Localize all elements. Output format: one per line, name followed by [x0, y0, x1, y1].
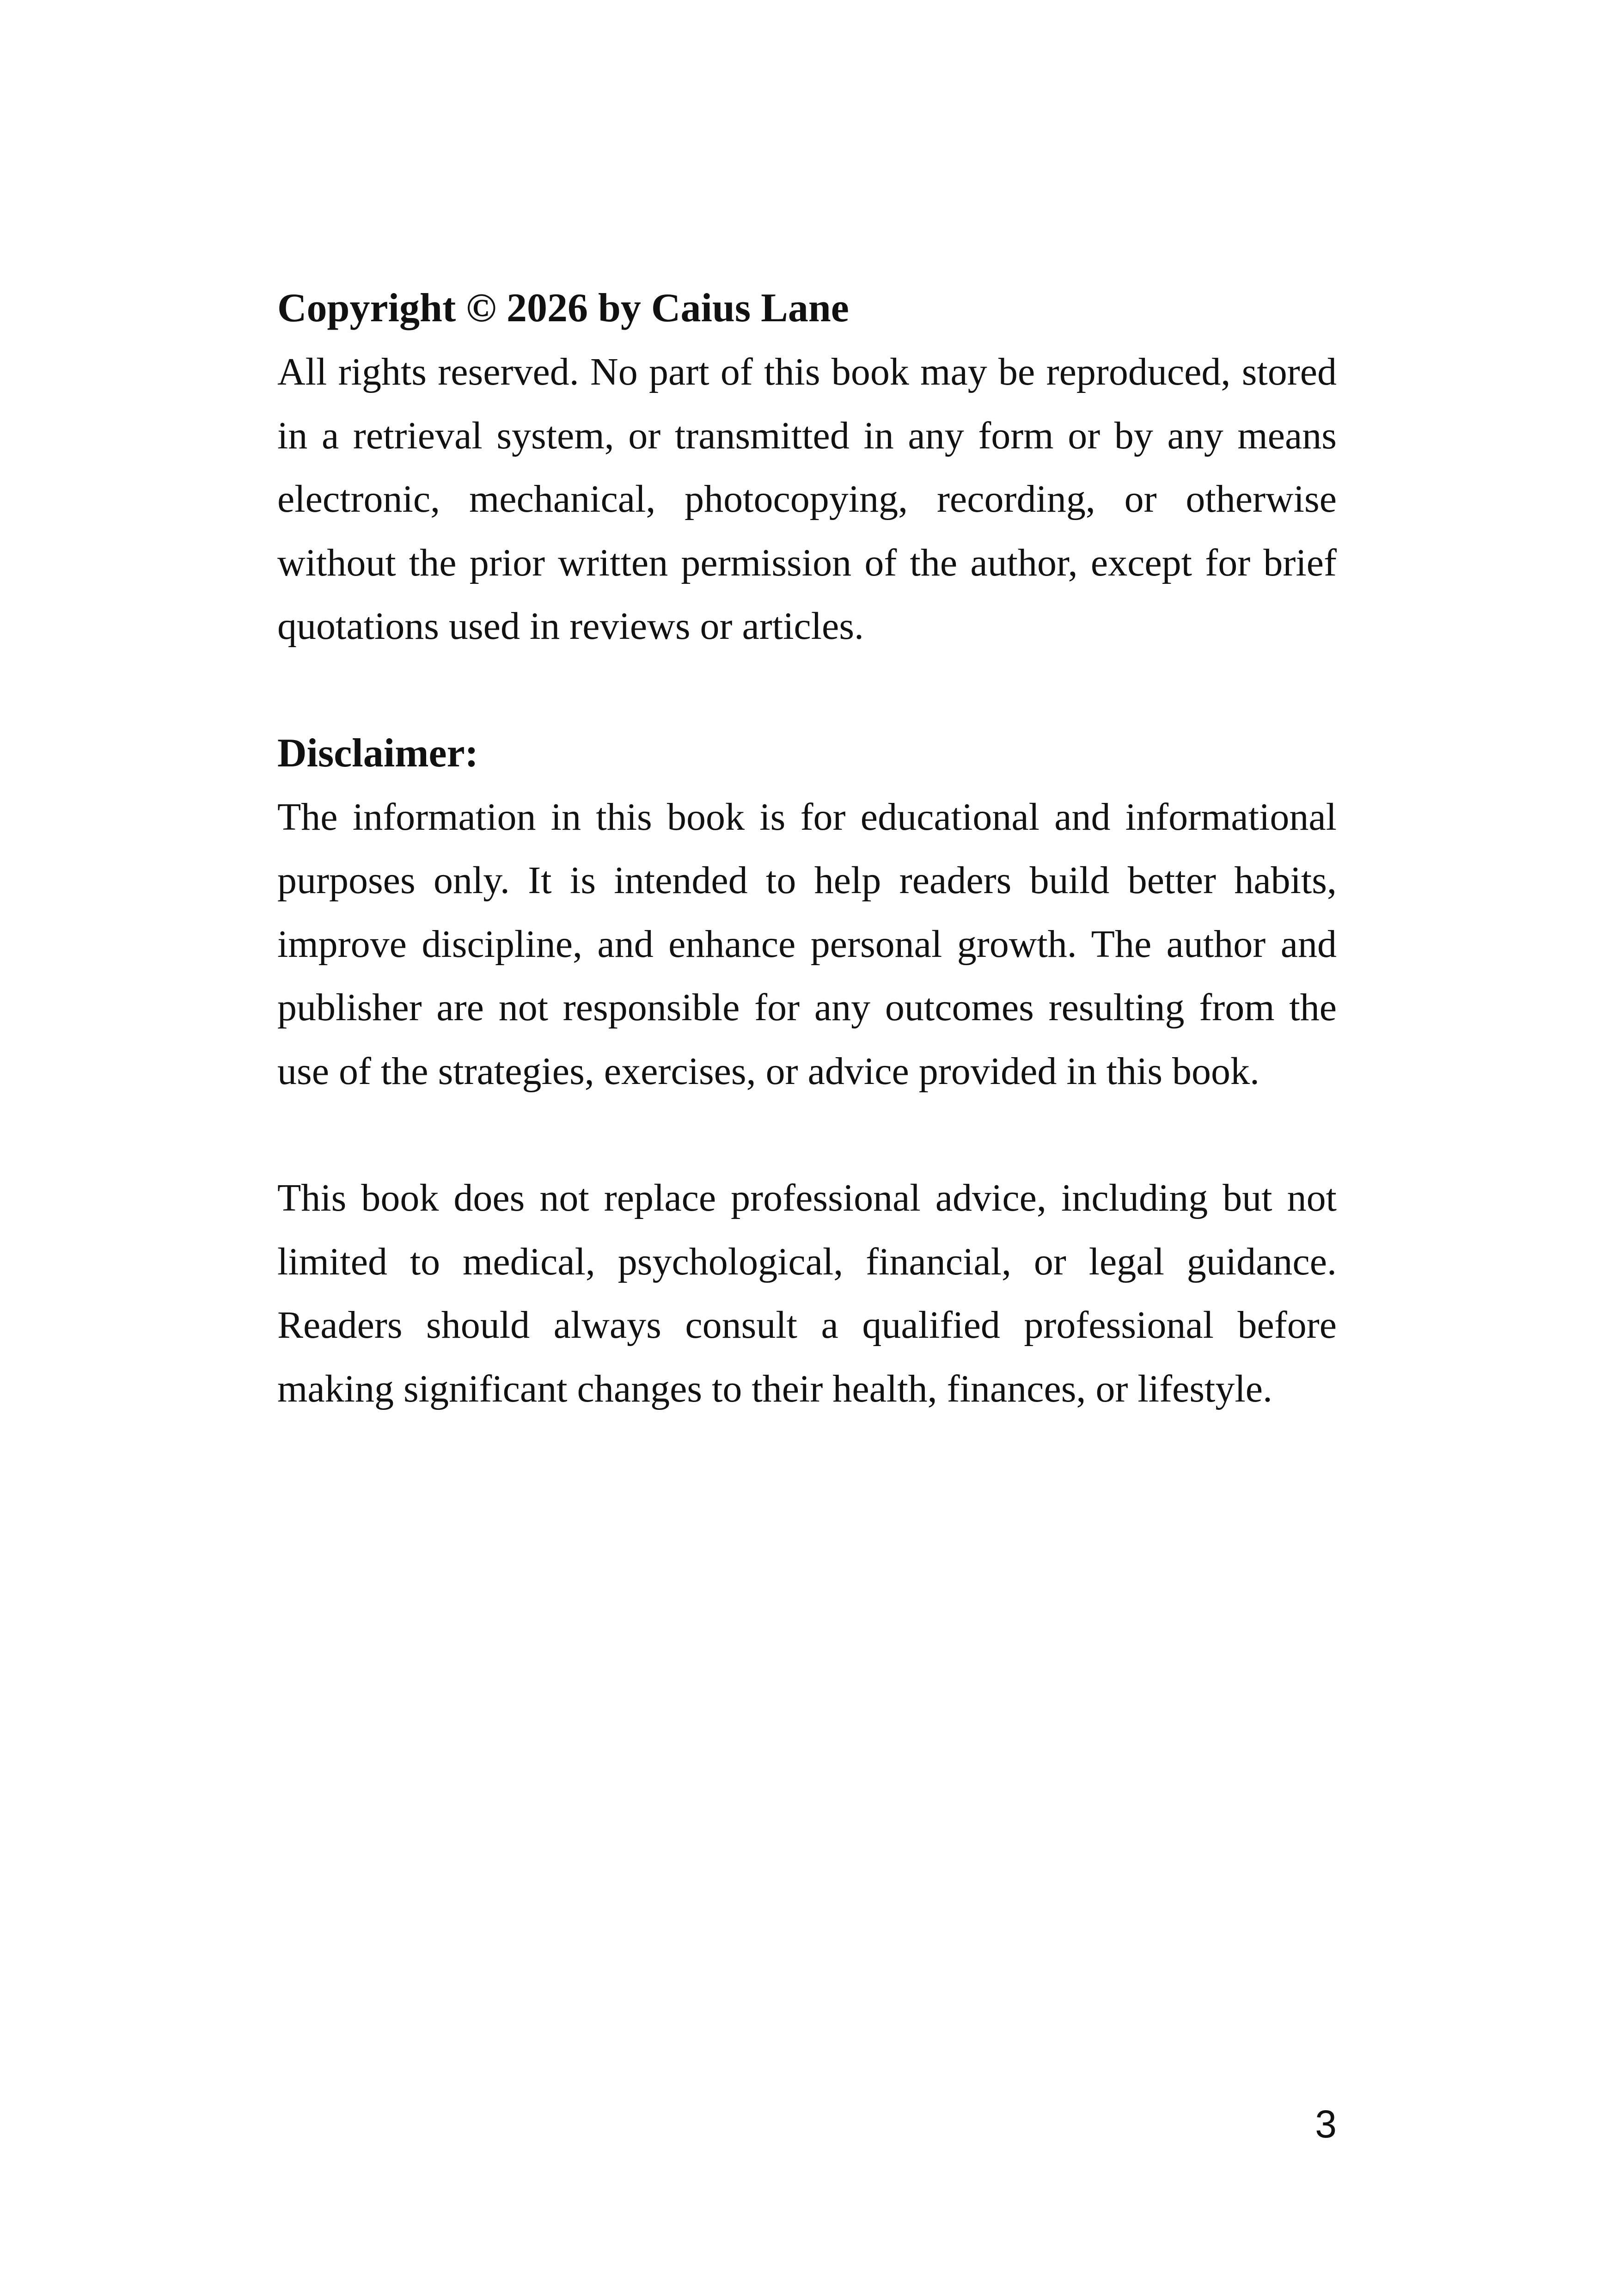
- disclaimer-paragraph-1: The information in this book is for educational and informational purposes only. It is intended to help readers build better habits, improve discipline, and enhance personal growth. The author and publisher are not responsible for any outcomes resulting from the use of the strategies, exercises, or advice provided in this book.: [277, 795, 1337, 1093]
- section-gap: [277, 658, 1337, 722]
- copyright-notice: All rights reserved. No part of this book may be reproduced, stored in a retrieval system, or transmitted in any form or by any means electronic, mechanical, photocopying, recording, or otherwise without the prior written permission of the author, except for brief quotations used in reviews or articles.: [277, 350, 1337, 648]
- page-content: [277, 276, 1337, 1420]
- page-number: 3: [1315, 2102, 1337, 2146]
- disclaimer-paragraph-2: This book does not replace professional advice, including but not limited to medical, psychological, financial, or legal guidance. Readers should always consult a qualified professional before making significant changes to their health, finances, or lifestyle.: [277, 1176, 1337, 1410]
- disclaimer-heading: Disclaimer:: [277, 730, 478, 776]
- copyright-heading: Copyright © 2026 by Caius Lane: [277, 286, 849, 331]
- paragraph-gap: [277, 1103, 1337, 1166]
